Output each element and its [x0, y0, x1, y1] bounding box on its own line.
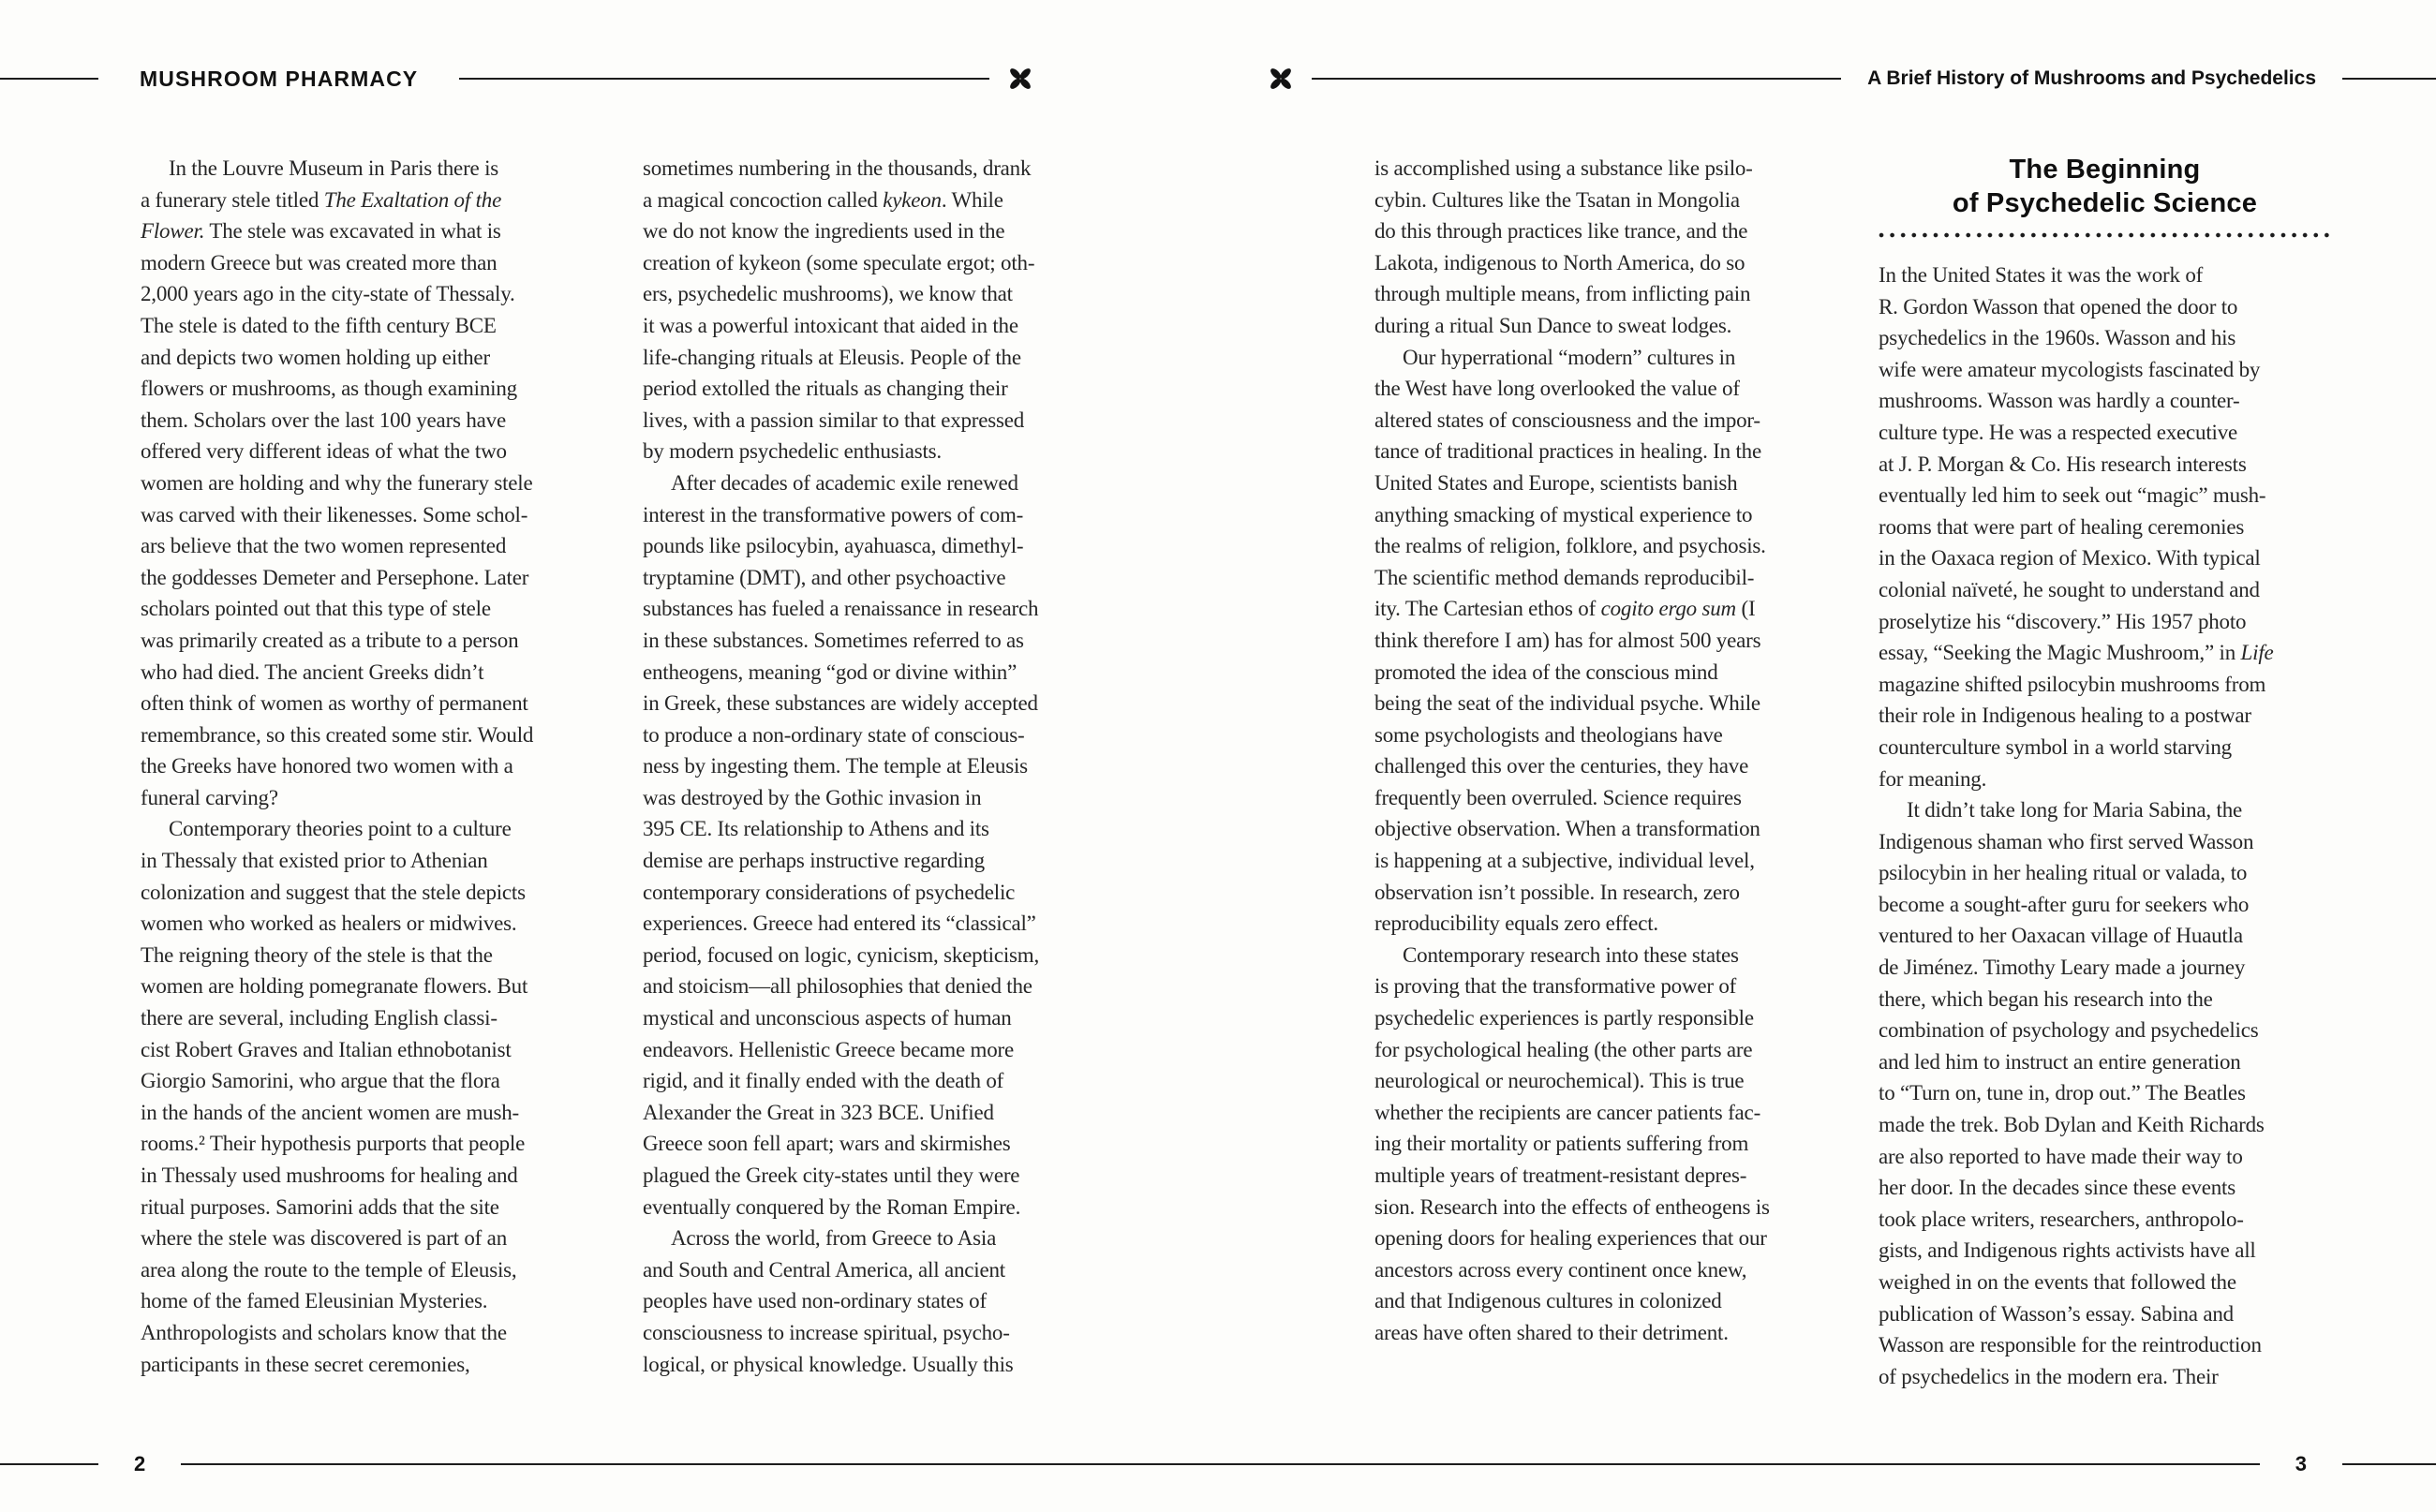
- text-line: rooms.² Their hypothesis purports that people: [141, 1132, 526, 1156]
- section-heading-line2: of Psychedelic Science: [1952, 188, 2258, 218]
- header-rule-left: [459, 78, 988, 80]
- text-line: magazine shifted psilocybin mushrooms from: [1879, 672, 2266, 696]
- page-number-left: 2: [134, 1452, 146, 1475]
- text-line: her door. In the decades since these events: [1879, 1176, 2235, 1200]
- section-heading: [1879, 153, 2331, 220]
- text-line: essay, “Seeking the Magic Mushroom,” in Life: [1879, 641, 2274, 665]
- text-line: during a ritual Sun Dance to sweat lodges.: [1374, 313, 1732, 337]
- text-line: for meaning.: [1879, 766, 1987, 791]
- section-heading-line1: The Beginning: [2009, 155, 2201, 185]
- text-line: Flower. The stele was excavated in what is: [141, 219, 501, 244]
- text-line: took place writers, researchers, anthropolo-: [1879, 1207, 2244, 1231]
- text-line: the goddesses Demeter and Persephone. Later: [141, 565, 529, 589]
- text-line: experiences. Greece had entered its “classical”: [643, 912, 1036, 936]
- text-line: weighed in on the events that followed the: [1879, 1270, 2236, 1294]
- text-line: promoted the idea of the conscious mind: [1374, 660, 1718, 684]
- text-line: 395 CE. Its relationship to Athens and its: [643, 817, 989, 841]
- text-line: ars believe that the two women represented: [141, 534, 507, 558]
- text-line: in Greek, these substances are widely accepted: [643, 691, 1038, 716]
- footer-rule-center: [181, 1463, 2260, 1465]
- left-running-title: MUSHROOM PHARMACY: [140, 66, 419, 91]
- text-column-4-body: [1879, 259, 2331, 1392]
- text-line: opening doors for healing experiences that our: [1374, 1226, 1767, 1251]
- text-line: ventured to her Oaxacan village of Huautla: [1879, 924, 2243, 948]
- text-line: for psychological healing (the other parts are: [1374, 1037, 1753, 1061]
- text-line: endeavors. Hellenistic Greece became more: [643, 1037, 1015, 1061]
- text-line: women who worked as healers or midwives.: [141, 912, 517, 936]
- text-line: observation isn’t possible. In research, zero: [1374, 880, 1740, 904]
- text-line: is happening at a subjective, individual level,: [1374, 849, 1755, 873]
- text-line: interest in the transformative powers of com-: [643, 502, 1024, 526]
- text-line: eventually conquered by the Roman Empire.: [643, 1194, 1021, 1219]
- text-line: modern Greece but was created more than: [141, 250, 498, 274]
- text-line: R. Gordon Wasson that opened the door to: [1879, 294, 2238, 319]
- text-line: by modern psychedelic enthusiasts.: [643, 439, 942, 464]
- text-line: offered very different ideas of what the two: [141, 439, 507, 464]
- text-line: to produce a non-ordinary state of conscious-: [643, 722, 1025, 747]
- right-running-title: A Brief History of Mushrooms and Psychedelics: [1867, 67, 2316, 89]
- text-line: is proving that the transformative power of: [1374, 974, 1737, 999]
- text-line: of psychedelics in the modern era. Their: [1879, 1364, 2219, 1388]
- text-line: at J. P. Morgan & Co. His research interests: [1879, 452, 2247, 476]
- text-line: psilocybin in her healing ritual or valada, to: [1879, 861, 2248, 885]
- text-line: and led him to instruct an entire generation: [1879, 1049, 2241, 1074]
- text-line: pounds like psilocybin, ayahuasca, dimethyl-: [643, 534, 1024, 558]
- text-line: The stele is dated to the fifth century BCE: [141, 313, 497, 337]
- text-line: substances has fueled a renaissance in research: [643, 597, 1039, 621]
- text-line: was destroyed by the Gothic invasion in: [643, 785, 982, 809]
- text-line: it was a powerful intoxicant that aided in the: [643, 313, 1018, 337]
- text-line: eventually led him to seek out “magic” mush-: [1879, 483, 2266, 508]
- text-line: creation of kykeon (some speculate ergot; oth-: [643, 250, 1035, 274]
- text-line: period, focused on logic, cynicism, skepticism,: [643, 942, 1040, 967]
- text-column-4: [1879, 153, 2331, 1392]
- text-line: areas have often shared to their detriment.: [1374, 1320, 1729, 1344]
- text-line: United States and Europe, scientists banish: [1374, 470, 1738, 495]
- text-line: proselytize his “discovery.” His 1957 photo: [1879, 609, 2247, 633]
- header-rule-left-edge: [0, 78, 98, 80]
- text-line: colonial naïveté, he sought to understand and: [1879, 577, 2260, 601]
- text-line: ing their mortality or patients suffering from: [1374, 1132, 1749, 1156]
- text-line: mushrooms. Wasson was hardly a counter-: [1879, 389, 2240, 413]
- text-line: altered states of consciousness and the impor-: [1374, 408, 1760, 432]
- text-line: a magical concoction called kykeon. While: [643, 187, 1003, 212]
- text-line: in the hands of the ancient women are mush-: [141, 1100, 519, 1124]
- text-line: the West have long overlooked the value of: [1374, 377, 1740, 401]
- text-line: Giorgio Samorini, who argue that the flora: [141, 1069, 500, 1093]
- text-line: multiple years of treatment-resistant depres-: [1374, 1164, 1747, 1187]
- text-line: being the seat of the individual psyche. While: [1374, 691, 1760, 716]
- text-line: gists, and Indigenous rights activists have all: [1879, 1238, 2256, 1263]
- text-line: lives, with a passion similar to that expressed: [643, 408, 1025, 432]
- text-line: are also reported to have made their way to: [1879, 1144, 2243, 1168]
- text-line: often think of women as worthy of permanent: [141, 691, 528, 716]
- text-line: rigid, and it finally ended with the death of: [643, 1069, 1004, 1093]
- text-line: reproducibility equals zero effect.: [1374, 912, 1658, 936]
- text-line: In the United States it was the work of: [1879, 263, 2204, 287]
- text-line: 2,000 years ago in the city-state of Thessaly.: [141, 282, 515, 306]
- text-line: and South and Central America, all ancient: [643, 1257, 1005, 1282]
- text-line: consciousness to increase spiritual, psycho-: [643, 1320, 1010, 1344]
- text-line: neurological or neurochemical). This is true: [1374, 1069, 1745, 1093]
- text-line: Contemporary research into these states: [1403, 942, 1739, 967]
- text-line: participants in these secret ceremonies,: [141, 1352, 470, 1376]
- text-line: the realms of religion, folklore, and psychosis.: [1374, 534, 1766, 558]
- text-line: peoples have used non-ordinary states of: [643, 1289, 987, 1313]
- text-line: publication of Wasson’s essay. Sabina and: [1879, 1301, 2234, 1326]
- text-line: think therefore I am) has for almost 500 years: [1374, 628, 1761, 652]
- text-line: funeral carving?: [141, 785, 278, 809]
- text-line: contemporary considerations of psychedelic: [643, 880, 1016, 904]
- text-line: them. Scholars over the last 100 years have: [141, 408, 506, 432]
- text-column-2: [643, 153, 1107, 1380]
- text-line: Our hyperrational “modern” cultures in: [1403, 345, 1736, 369]
- text-line: Wasson are responsible for the reintroduction: [1879, 1333, 2262, 1357]
- text-line: made the trek. Bob Dylan and Keith Richards: [1879, 1113, 2265, 1137]
- text-line: After decades of academic exile renewed: [671, 470, 1018, 495]
- text-line: some psychologists and theologians have: [1374, 722, 1723, 747]
- text-line: combination of psychology and psychedelics: [1879, 1018, 2259, 1043]
- text-line: anything smacking of mystical experience to: [1374, 502, 1753, 526]
- text-line: demise are perhaps instructive regarding: [643, 849, 985, 873]
- text-line: we do not know the ingredients used in the: [643, 219, 1005, 244]
- page-number-right: 3: [2295, 1452, 2307, 1475]
- text-line: culture type. He was a respected executive: [1879, 420, 2238, 444]
- footer-rule-right-edge: [2342, 1463, 2436, 1465]
- text-line: to “Turn on, tune in, drop out.” The Beatles: [1879, 1081, 2246, 1105]
- text-line: ness by ingesting them. The temple at Eleusis: [643, 754, 1028, 778]
- text-line: cist Robert Graves and Italian ethnobotanist: [141, 1037, 512, 1061]
- text-line: ers, psychedelic mushrooms), we know that: [643, 282, 1013, 306]
- text-line: where the stele was discovered is part of an: [141, 1226, 507, 1251]
- text-line: counterculture symbol in a world starving: [1879, 734, 2232, 759]
- text-column-1: [141, 153, 604, 1380]
- text-line: do this through practices like trance, and the: [1374, 219, 1748, 244]
- text-line: ancestors across every continent once knew,: [1374, 1257, 1747, 1282]
- text-line: in Thessaly used mushrooms for healing and: [141, 1164, 518, 1187]
- text-line: through multiple means, from inflicting pain: [1374, 282, 1751, 306]
- text-line: plagued the Greek city-states until they were: [643, 1164, 1020, 1187]
- text-line: Across the world, from Greece to Asia: [671, 1226, 997, 1251]
- text-line: home of the famed Eleusinian Mysteries.: [141, 1289, 488, 1313]
- text-line: their role in Indigenous healing to a postwar: [1879, 704, 2251, 728]
- header-rule-right-edge: [2342, 78, 2436, 80]
- text-line: Alexander the Great in 323 BCE. Unified: [643, 1100, 994, 1124]
- text-line: It didn’t take long for Maria Sabina, the: [1907, 798, 2243, 823]
- text-line: is accomplished using a substance like psilo-: [1374, 156, 1753, 180]
- text-line: de Jiménez. Timothy Leary made a journey: [1879, 956, 2246, 980]
- dotted-rule: [1879, 232, 2331, 238]
- text-line: there are several, including English classi-: [141, 1006, 498, 1030]
- text-line: and that Indigenous cultures in colonized: [1374, 1289, 1722, 1313]
- text-line: sometimes numbering in the thousands, drank: [643, 156, 1032, 180]
- text-line: Greece soon fell apart; wars and skirmishes: [643, 1132, 1011, 1156]
- text-line: wife were amateur mycologists fascinated by: [1879, 357, 2261, 381]
- four-petal-ornament-icon: [1006, 65, 1034, 93]
- text-line: frequently been overruled. Science requires: [1374, 785, 1742, 809]
- text-line: in these substances. Sometimes referred to as: [643, 628, 1024, 652]
- text-line: remembrance, so this created some stir. Would: [141, 722, 534, 747]
- text-line: tryptamine (DMT), and other psychoactive: [643, 565, 1006, 589]
- header-rule-right: [1312, 78, 1841, 80]
- text-line: the Greeks have honored two women with a: [141, 754, 513, 778]
- text-line: and stoicism—all philosophies that denied the: [643, 974, 1032, 999]
- text-line: Lakota, indigenous to North America, do so: [1374, 250, 1745, 274]
- text-line: a funerary stele titled The Exaltation of the: [141, 187, 502, 212]
- text-line: become a sought-after guru for seekers who: [1879, 892, 2250, 916]
- text-line: women are holding and why the funerary stele: [141, 470, 533, 495]
- text-line: sion. Research into the effects of entheogens is: [1374, 1194, 1770, 1219]
- text-line: rooms that were part of healing ceremonies: [1879, 514, 2245, 539]
- text-line: there, which began his research into the: [1879, 986, 2213, 1011]
- text-line: area along the route to the temple of Eleusis,: [141, 1257, 517, 1282]
- text-line: who had died. The ancient Greeks didn’t: [141, 660, 484, 684]
- text-line: Anthropologists and scholars know that the: [141, 1320, 507, 1344]
- text-line: in Thessaly that existed prior to Athenian: [141, 849, 488, 873]
- page-footer: [0, 1450, 2436, 1478]
- text-line: and depicts two women holding up either: [141, 345, 490, 369]
- text-line: in the Oaxaca region of Mexico. With typical: [1879, 546, 2261, 571]
- text-line: The scientific method demands reproducibil-: [1374, 565, 1755, 589]
- text-line: psychedelics in the 1960s. Wasson and his: [1879, 326, 2236, 350]
- text-line: life-changing rituals at Eleusis. People of the: [643, 345, 1021, 369]
- text-line: flowers or mushrooms, as though examining: [141, 377, 517, 401]
- text-line: objective observation. When a transformation: [1374, 817, 1760, 841]
- text-line: challenged this over the centuries, they have: [1374, 754, 1749, 778]
- footer-rule-left-edge: [0, 1463, 98, 1465]
- text-line: logical, or physical knowledge. Usually this: [643, 1352, 1014, 1376]
- text-line: Contemporary theories point to a culture: [169, 817, 512, 841]
- text-line: cybin. Cultures like the Tsatan in Mongolia: [1374, 187, 1740, 212]
- text-line: period extolled the rituals as changing their: [643, 377, 1008, 401]
- text-line: tance of traditional practices in healing. In the: [1374, 439, 1761, 464]
- text-line: was carved with their likenesses. Some schol-: [141, 502, 528, 526]
- text-line: was primarily created as a tribute to a person: [141, 628, 519, 652]
- text-line: women are holding pomegranate flowers. But: [141, 974, 528, 999]
- text-line: psychedelic experiences is partly responsible: [1374, 1006, 1754, 1030]
- text-line: Indigenous shaman who first served Wasson: [1879, 829, 2254, 853]
- text-line: whether the recipients are cancer patients fac-: [1374, 1100, 1761, 1124]
- four-petal-ornament-icon: [1267, 65, 1295, 93]
- text-line: In the Louvre Museum in Paris there is: [169, 156, 499, 180]
- text-line: ity. The Cartesian ethos of cogito ergo sum (I: [1374, 597, 1756, 621]
- text-line: The reigning theory of the stele is that the: [141, 942, 493, 967]
- text-column-3: [1374, 153, 1838, 1349]
- text-line: entheogens, meaning “god or divine within”: [643, 660, 1017, 684]
- text-line: colonization and suggest that the stele depicts: [141, 880, 526, 904]
- running-header: [0, 65, 2436, 93]
- text-line: mystical and unconscious aspects of human: [643, 1006, 1012, 1030]
- text-line: scholars pointed out that this type of stele: [141, 597, 491, 621]
- text-line: ritual purposes. Samorini adds that the site: [141, 1194, 499, 1219]
